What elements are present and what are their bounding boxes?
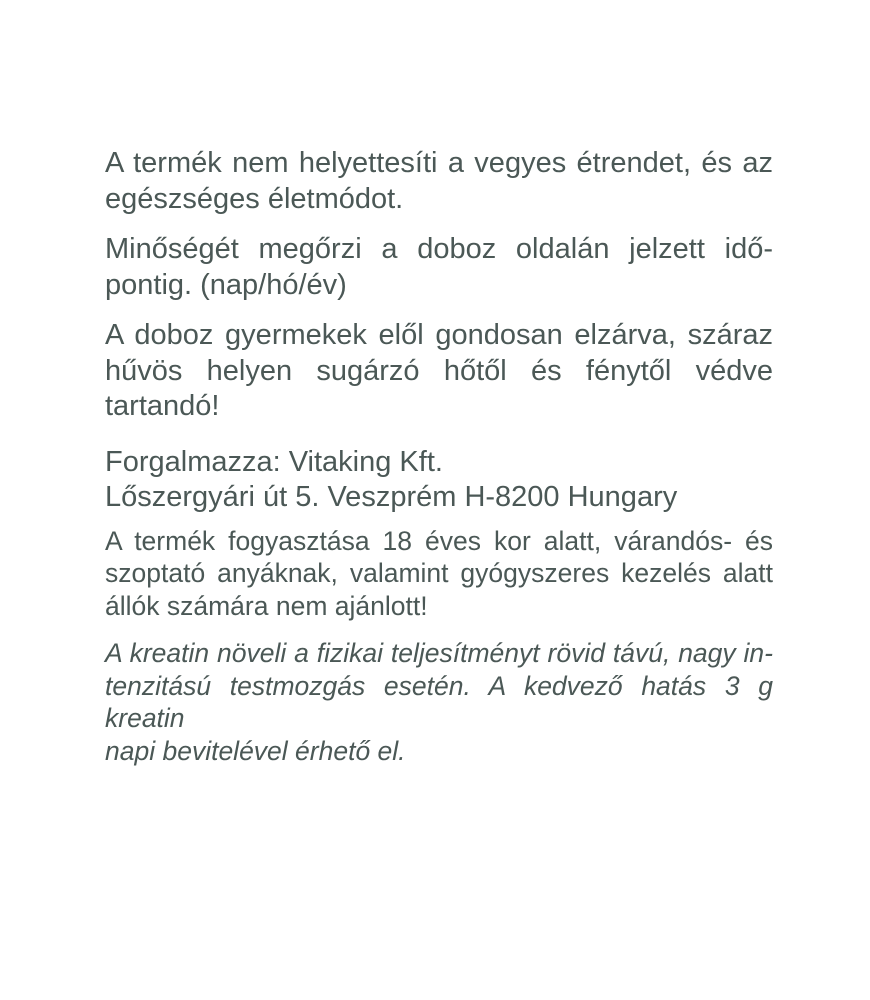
- text-line: A termék nem helyettesíti a vegyes étrendet, és az: [105, 147, 773, 179]
- text-line: A doboz gyermekek elől gondosan elzárva, száraz: [105, 319, 773, 351]
- paragraph-age-warning: [105, 525, 773, 623]
- text-line: napi bevitelével érhető el.: [105, 735, 406, 766]
- text-line: Lőszergyári út 5. Veszprém H-8200 Hungary: [105, 481, 678, 513]
- text-line: szoptató anyáknak, valamint gyógyszeres kezelés alatt: [105, 558, 773, 588]
- text-line: tartandó!: [105, 390, 220, 422]
- paragraph-creatine-claim: [105, 637, 773, 767]
- paragraph-distributor: [105, 445, 773, 516]
- label-text-block: [105, 146, 773, 782]
- text-line: egészséges életmódot.: [105, 182, 404, 215]
- text-line: hűvös helyen sugárzó hőtől és fénytől védve: [105, 354, 773, 387]
- paragraph-best-before: [105, 232, 773, 303]
- paragraph-diet-disclaimer: [105, 146, 773, 217]
- text-line: állók számára nem ajánlott!: [105, 590, 428, 621]
- text-line: Forgalmazza: Vitaking Kft.: [105, 445, 443, 478]
- text-line: pontig. (nap/hó/év): [105, 268, 347, 301]
- paragraph-storage: [105, 318, 773, 425]
- text-line: A termék fogyasztása 18 éves kor alatt, várandós- és: [105, 525, 773, 556]
- text-line: A kreatin növeli a fizikai teljesítményt rövid távú, nagy in-: [105, 638, 773, 668]
- text-line: tenzitású testmozgás esetén. A kedvező hatás 3 g kreatin: [105, 670, 773, 733]
- text-line: Minőségét megőrzi a doboz oldalán jelzett idő-: [105, 233, 773, 265]
